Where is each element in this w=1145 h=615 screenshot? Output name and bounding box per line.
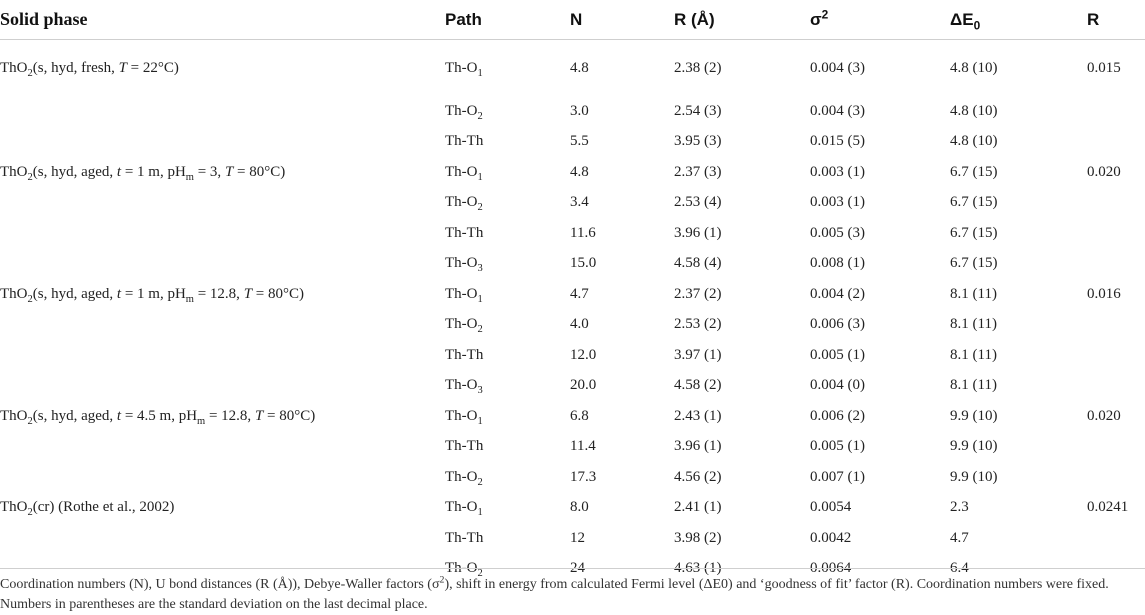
solid-phase-cell xyxy=(0,432,445,463)
solid-phase-cell xyxy=(0,340,445,371)
r-factor-cell xyxy=(1087,188,1145,219)
n-cell: 11.4 xyxy=(570,438,596,455)
table-row xyxy=(0,432,1145,463)
solid-phase-cell xyxy=(0,371,445,402)
path-cell: $Th-O_1$ xyxy=(445,163,483,183)
r-factor-cell: 0.0241 xyxy=(1087,499,1129,516)
r-factor-cell: 0.020 xyxy=(1087,407,1121,424)
n-cell: 3.4 xyxy=(570,194,589,211)
r-distance-cell: 2.54 (3) xyxy=(674,102,722,119)
table-row xyxy=(0,188,1145,219)
n-cell: 4.7 xyxy=(570,285,589,302)
r-distance-cell: 2.43 (1) xyxy=(674,407,722,424)
path-cell: $Th-O_3$ xyxy=(445,255,483,275)
path-cell: $Th-O_2$ xyxy=(445,194,483,214)
header-r-factor: R xyxy=(1087,0,1145,40)
r-distance-cell: 3.96 (1) xyxy=(674,224,722,241)
r-distance-cell: 2.37 (2) xyxy=(674,285,722,302)
r-factor-cell xyxy=(1087,127,1145,158)
delta-e0-cell: 6.7 (15) xyxy=(950,224,998,241)
path-cell: Th-Th xyxy=(445,346,484,363)
r-factor-cell xyxy=(1087,249,1145,280)
solid-phase-cell xyxy=(0,218,445,249)
solid-phase-cell: ThO$_2$(cr) (Rothe et al., 2002) xyxy=(0,499,175,519)
sigma-cell: 0.007 (1) xyxy=(810,468,865,485)
delta-e0-cell: 9.9 (10) xyxy=(950,438,998,455)
sigma-cell: 0.005 (1) xyxy=(810,438,865,455)
solid-phase-cell: ThO$_2$(s, hyd, aged, t = 4.5 m, $pH_m = 12.8$, T = 80°C) xyxy=(0,407,316,427)
r-distance-cell: 2.53 (4) xyxy=(674,194,722,211)
delta-e0-cell: 8.1 (11) xyxy=(950,316,997,333)
delta-e0-cell: 6.7 (15) xyxy=(950,163,998,180)
delta-e0-cell: 4.8 (10) xyxy=(950,102,998,119)
sigma-cell: 0.008 (1) xyxy=(810,255,865,272)
delta-e0-cell: 2.3 xyxy=(950,499,969,516)
sigma-cell: 0.004 (3) xyxy=(810,102,865,119)
r-factor-cell xyxy=(1087,218,1145,249)
delta-e0-cell: 4.7 xyxy=(950,529,969,546)
r-factor-cell: 0.015 xyxy=(1087,59,1121,76)
r-distance-cell: 4.63 (1) xyxy=(674,560,722,577)
r-factor-cell xyxy=(1087,96,1145,127)
n-cell: 3.0 xyxy=(570,102,589,119)
sigma-cell: 0.004 (2) xyxy=(810,285,865,302)
delta-e0-cell: 9.9 (10) xyxy=(950,407,998,424)
sigma-cell: 0.0042 xyxy=(810,529,852,546)
delta-e0-cell: 6.4 xyxy=(950,560,969,577)
table-row xyxy=(0,249,1145,280)
header-row xyxy=(0,0,1145,40)
r-distance-cell: 2.38 (2) xyxy=(674,59,722,76)
r-factor-cell xyxy=(1087,523,1145,554)
n-cell: 5.5 xyxy=(570,133,589,150)
header-path: Path xyxy=(445,0,570,40)
delta-e0-cell: 4.8 (10) xyxy=(950,133,998,150)
table-row xyxy=(0,310,1145,341)
r-factor-cell xyxy=(1087,340,1145,371)
header-sigma-squared: $\sigma^2$ xyxy=(810,0,950,40)
table-row xyxy=(0,462,1145,493)
r-distance-cell: 2.53 (2) xyxy=(674,316,722,333)
header-n: N xyxy=(570,0,674,40)
solid-phase-cell xyxy=(0,523,445,554)
n-cell: 4.8 xyxy=(570,163,589,180)
table-footnote: Coordination numbers (N), U bond distances (R (Å)), Debye-Waller factors $(\sigma^2)$, shift in energy from calculated Fermi level (ΔE0) and ‘goodness of fit’ factor (R). Coordination numbers were fixed. Numbers in parentheses are the standard deviation on the last decimal place. xyxy=(0,568,1145,615)
header-r-angstrom: R (Å) xyxy=(674,0,810,40)
table-row xyxy=(0,523,1145,554)
table-body xyxy=(0,40,1145,585)
r-distance-cell: 3.97 (1) xyxy=(674,346,722,363)
r-factor-cell xyxy=(1087,432,1145,463)
r-distance-cell: 4.56 (2) xyxy=(674,468,722,485)
r-distance-cell: 2.41 (1) xyxy=(674,499,722,516)
r-factor-cell: 0.020 xyxy=(1087,163,1121,180)
delta-e0-cell: 9.9 (10) xyxy=(950,468,998,485)
sigma-cell: 0.004 (3) xyxy=(810,59,865,76)
path-cell: $Th-O_2$ xyxy=(445,560,483,580)
solid-phase-cell xyxy=(0,462,445,493)
n-cell: 6.8 xyxy=(570,407,589,424)
solid-phase-cell xyxy=(0,249,445,280)
sigma-cell: 0.006 (2) xyxy=(810,407,865,424)
n-cell: 4.8 xyxy=(570,59,589,76)
path-cell: $Th-O_2$ xyxy=(445,468,483,488)
path-cell: Th-Th xyxy=(445,224,484,241)
table-row xyxy=(0,279,1145,310)
sigma-cell: 0.003 (1) xyxy=(810,194,865,211)
n-cell: 17.3 xyxy=(570,468,597,485)
r-factor-cell xyxy=(1087,462,1145,493)
table-row xyxy=(0,401,1145,432)
path-cell: Th-Th xyxy=(445,438,484,455)
solid-phase-cell xyxy=(0,96,445,127)
delta-e0-cell: 6.7 (15) xyxy=(950,255,998,272)
r-distance-cell: 3.98 (2) xyxy=(674,529,722,546)
header-delta-e0: $\Delta E_0$ xyxy=(950,0,1087,40)
r-distance-cell: 3.95 (3) xyxy=(674,133,722,150)
solid-phase-cell: ThO$_2$(s, hyd, aged, t = 1 m, $pH_m = 3$, T = 80°C) xyxy=(0,163,286,183)
r-factor-cell xyxy=(1087,310,1145,341)
delta-e0-cell: 6.7 (15) xyxy=(950,194,998,211)
table-row xyxy=(0,40,1145,97)
path-cell: $Th-O_1$ xyxy=(445,59,483,79)
table-row xyxy=(0,371,1145,402)
delta-e0-cell: 4.8 (10) xyxy=(950,59,998,76)
r-distance-cell: 4.58 (2) xyxy=(674,377,722,394)
n-cell: 15.0 xyxy=(570,255,597,272)
solid-phase-cell xyxy=(0,188,445,219)
sigma-cell: 0.005 (3) xyxy=(810,224,865,241)
n-cell: 20.0 xyxy=(570,377,597,394)
sigma-cell: 0.015 (5) xyxy=(810,133,865,150)
n-cell: 11.6 xyxy=(570,224,596,241)
sigma-cell: 0.0054 xyxy=(810,499,852,516)
path-cell: $Th-O_2$ xyxy=(445,102,483,122)
delta-e0-cell: 8.1 (11) xyxy=(950,346,997,363)
path-cell: $Th-O_1$ xyxy=(445,499,483,519)
sigma-cell: 0.0064 xyxy=(810,560,852,577)
path-cell: $Th-O_2$ xyxy=(445,316,483,336)
solid-phase-cell xyxy=(0,310,445,341)
table-row xyxy=(0,96,1145,127)
path-cell: Th-Th xyxy=(445,133,484,150)
n-cell: 4.0 xyxy=(570,316,589,333)
n-cell: 24 xyxy=(570,560,585,577)
r-factor-cell xyxy=(1087,371,1145,402)
table-row xyxy=(0,157,1145,188)
n-cell: 12.0 xyxy=(570,346,597,363)
r-distance-cell: 4.58 (4) xyxy=(674,255,722,272)
table-row xyxy=(0,493,1145,524)
path-cell: Th-Th xyxy=(445,529,484,546)
r-factor-cell: 0.016 xyxy=(1087,285,1121,302)
solid-phase-cell xyxy=(0,127,445,158)
solid-phase-cell: ThO$_2$(s, hyd, aged, t = 1 m, $pH_m = 12.8$, T = 80°C) xyxy=(0,285,304,305)
path-cell: $Th-O_1$ xyxy=(445,285,483,305)
header-solid-phase: Solid phase xyxy=(0,0,445,40)
path-cell: $Th-O_3$ xyxy=(445,377,483,397)
delta-e0-cell: 8.1 (11) xyxy=(950,285,997,302)
solid-phase-cell: ThO$_2$(s, hyd, fresh, T = 22°C) xyxy=(0,59,179,79)
path-cell: $Th-O_1$ xyxy=(445,407,483,427)
n-cell: 8.0 xyxy=(570,499,589,516)
table-row xyxy=(0,218,1145,249)
r-distance-cell: 2.37 (3) xyxy=(674,163,722,180)
delta-e0-cell: 8.1 (11) xyxy=(950,377,997,394)
sigma-cell: 0.005 (1) xyxy=(810,346,865,363)
sigma-cell: 0.006 (3) xyxy=(810,316,865,333)
r-distance-cell: 3.96 (1) xyxy=(674,438,722,455)
table-row xyxy=(0,340,1145,371)
n-cell: 12 xyxy=(570,529,585,546)
sigma-cell: 0.003 (1) xyxy=(810,163,865,180)
table-row xyxy=(0,127,1145,158)
sigma-cell: 0.004 (0) xyxy=(810,377,865,394)
